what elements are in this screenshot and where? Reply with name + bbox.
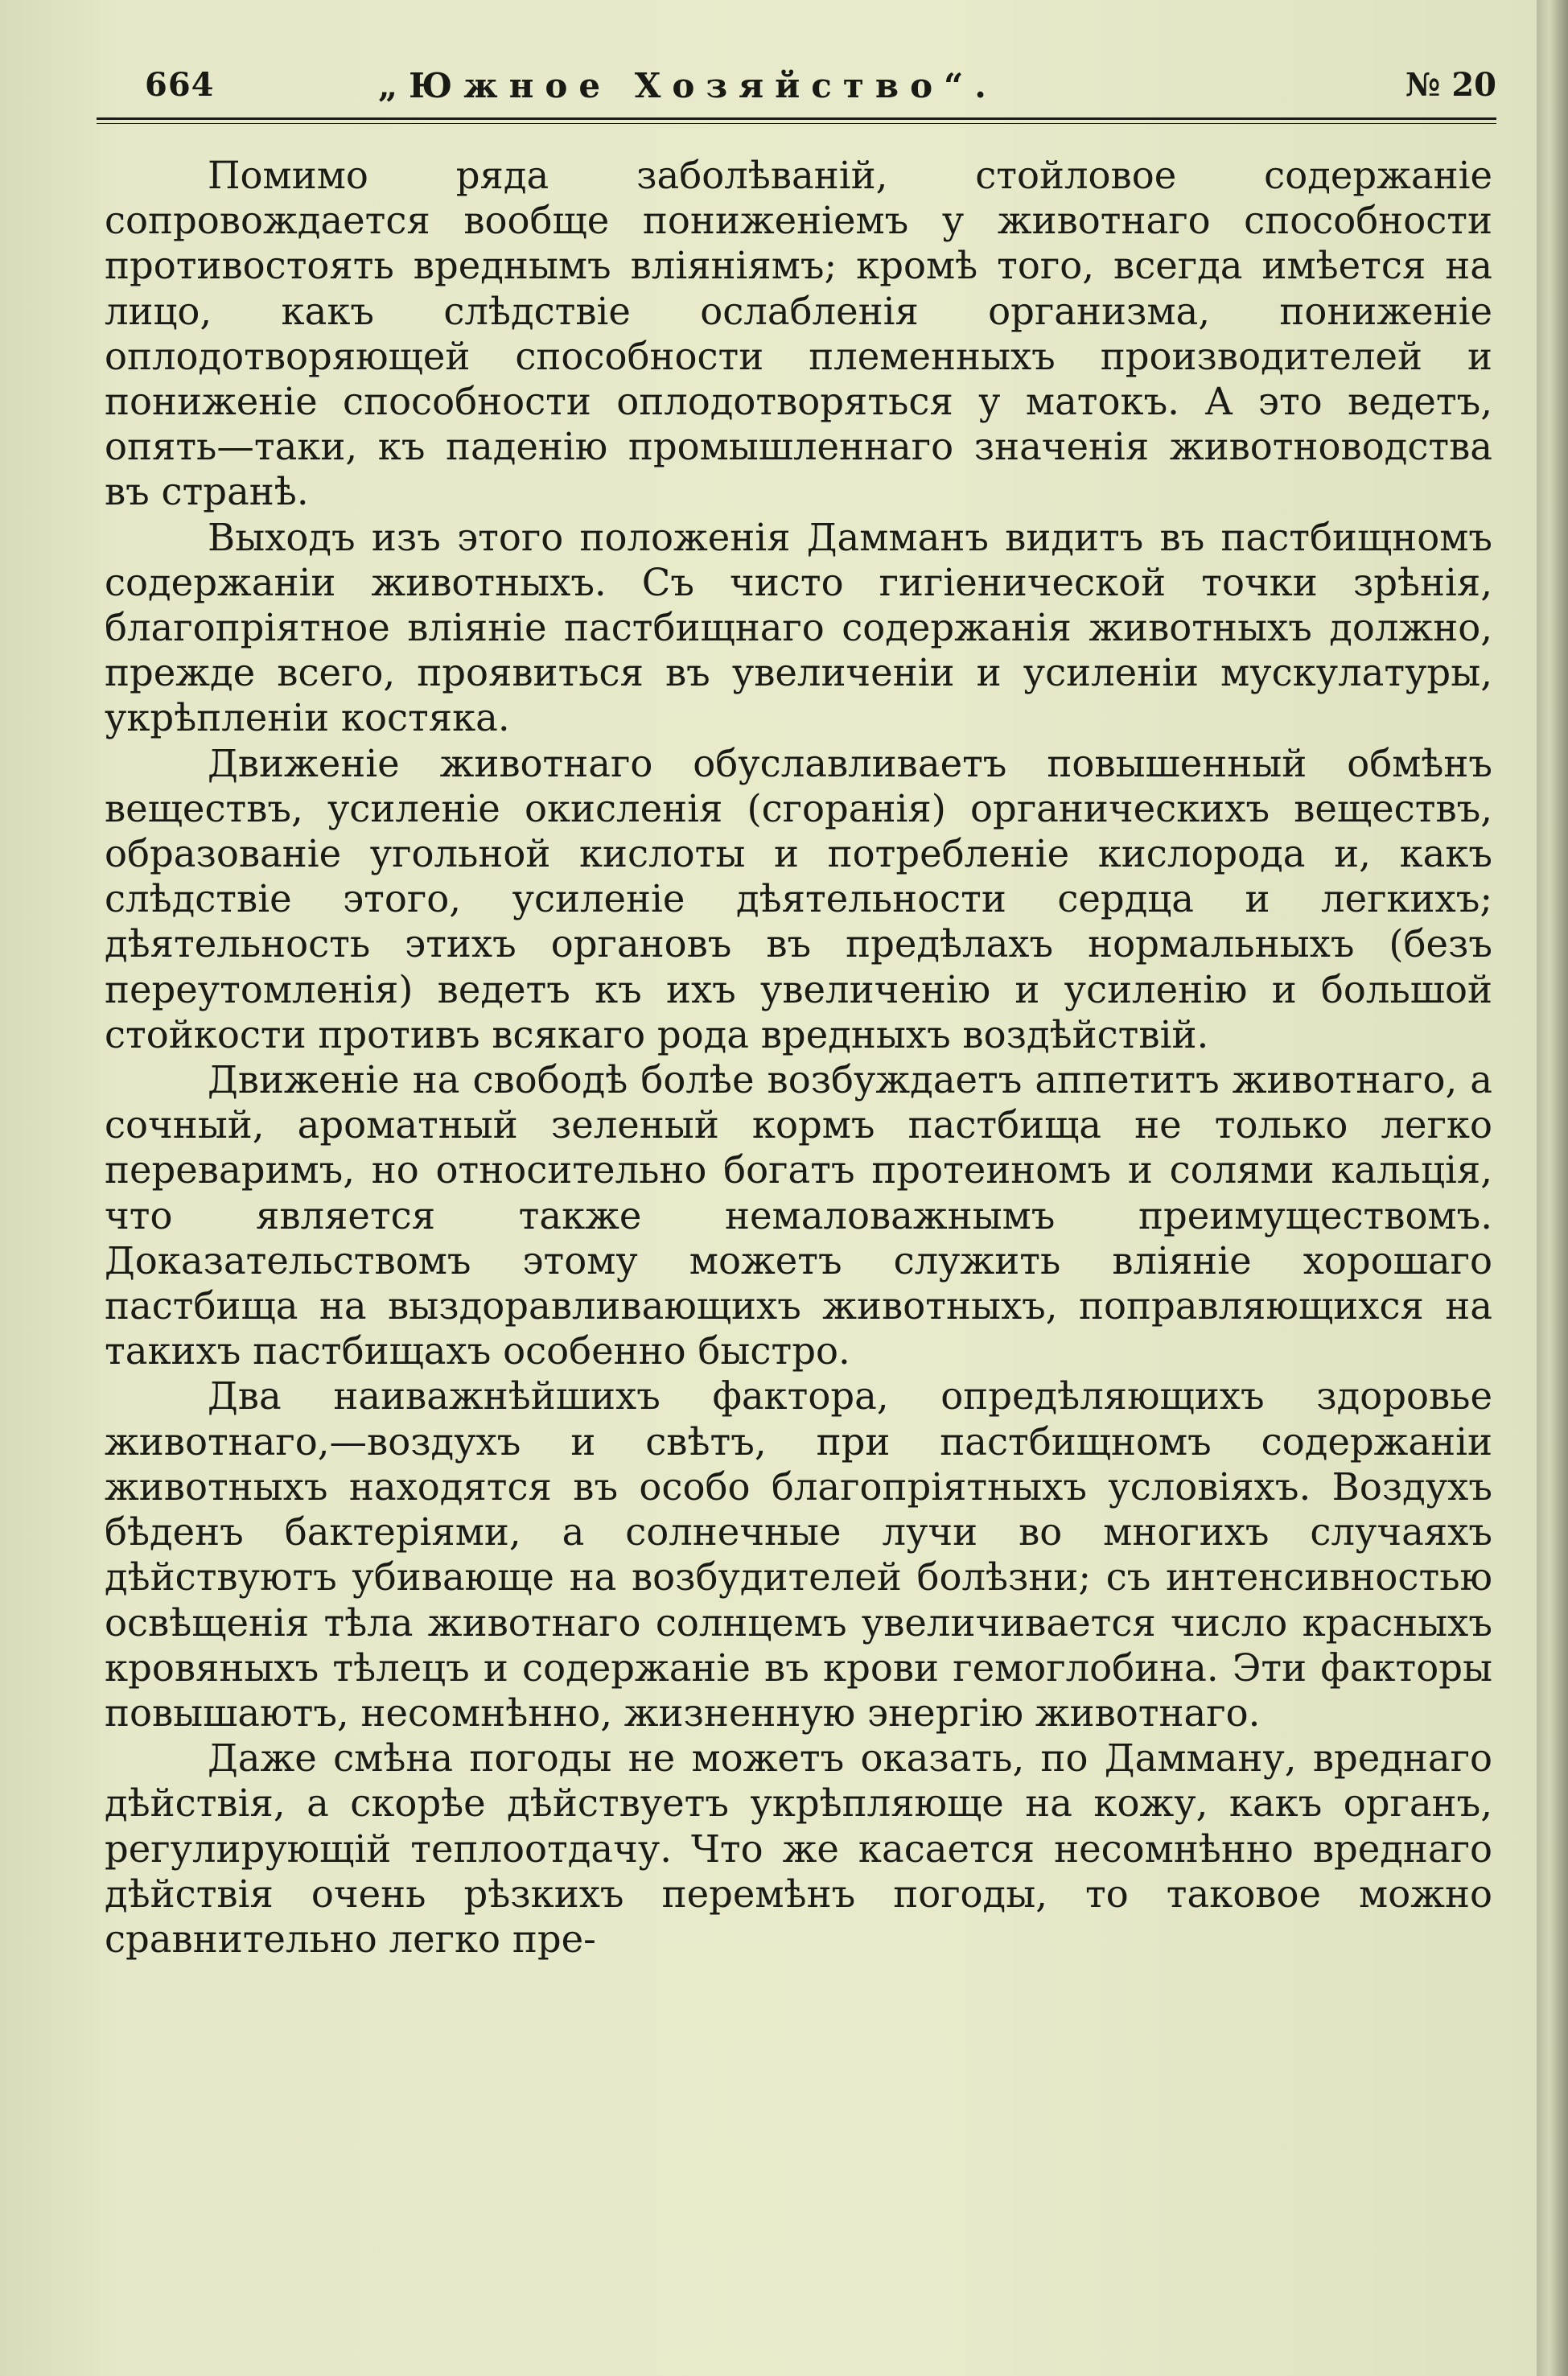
- paragraph-3: Движеніе животнаго обуславливаетъ повышенный обмѣнъ веществъ, усиленіе окисленія (сгоранія) органическихъ веществъ, образованіе угольной кислоты и потребленіе кислорода и, какъ слѣдствіе этого, усиленіе дѣятельности сердца и легкихъ; дѣятельность этихъ органовъ въ предѣлахъ нормальныхъ (безъ переутомленія) ведетъ къ ихъ увеличенію и усиленію и большой стойкости противъ всякаго рода вредныхъ воздѣйствій.: [105, 741, 1492, 1056]
- adjacent-page-edge: [1537, 0, 1568, 2376]
- paragraph-4: Движеніе на свободѣ болѣе возбуждаетъ аппетитъ животнаго, а сочный, ароматный зеленый кормъ пастбища не только легко переваримъ, но относительно богатъ протеиномъ и солями кальція, что является также немаловажнымъ преимуществомъ. Доказательствомъ этому можетъ служить вліяніе хорошаго пастбища на выздоравливающихъ животныхъ, поправляющихся на такихъ пастбищахъ особенно быстро.: [105, 1058, 1492, 1373]
- paragraph-1: Помимо ряда заболѣваній, стойловое содержаніе сопровождается вообще пониженіемъ у животнаго способности противостоять вреднымъ вліяніямъ; кромѣ того, всегда имѣется на лицо, какъ слѣдствіе ослабленія организма, пониженіе оплодотворяющей способности племенныхъ производителей и пониженіе способности оплодотворяться у матокъ. А это ведетъ, опять—таки, къ паденію промышленнаго значенія животноводства въ странѣ.: [105, 154, 1492, 514]
- issue-number: № 20: [1405, 66, 1496, 104]
- page-number: 664: [145, 66, 215, 104]
- header-rule-thick: [97, 117, 1496, 120]
- journal-title: „Южное Хозяйство“.: [378, 66, 998, 105]
- header-rule-thin: [97, 123, 1496, 124]
- running-header: [97, 66, 1496, 114]
- paragraph-5: Два наиважнѣйшихъ фактора, опредѣляющихъ здоровье животнаго,—воздухъ и свѣтъ, при пастбищномъ содержаніи животныхъ находятся въ особо благопріятныхъ условіяхъ. Воздухъ бѣденъ бактеріями, а солнечные лучи во многихъ случаяхъ дѣйствуютъ убивающе на возбудителей болѣзни; съ интенсивностью освѣщенія тѣла животнаго солнцемъ увеличивается число красныхъ кровяныхъ тѣлецъ и содержаніе въ крови гемоглобина. Эти факторы повышаютъ, несомнѣнно, жизненную энергію животнаго.: [105, 1374, 1492, 1735]
- article-body: [105, 153, 1492, 1962]
- paragraph-6: Даже смѣна погоды не можетъ оказать, по Дамману, вреднаго дѣйствія, а скорѣе дѣйствуетъ укрѣпляюще на кожу, какъ органъ, регулирующій теплоотдачу. Что же касается несомнѣнно вреднаго дѣйствія очень рѣзкихъ перемѣнъ погоды, то таковое можно сравнительно легко пре-: [105, 1736, 1492, 1961]
- paragraph-2: Выходъ изъ этого положенія Дамманъ видитъ въ пастбищномъ содержаніи животныхъ. Съ чисто гигіенической точки зрѣнія, благопріятное вліяніе пастбищнаго содержанія животныхъ должно, прежде всего, проявиться въ увеличеніи и усиленіи мускулатуры, укрѣпленіи костяка.: [105, 515, 1492, 740]
